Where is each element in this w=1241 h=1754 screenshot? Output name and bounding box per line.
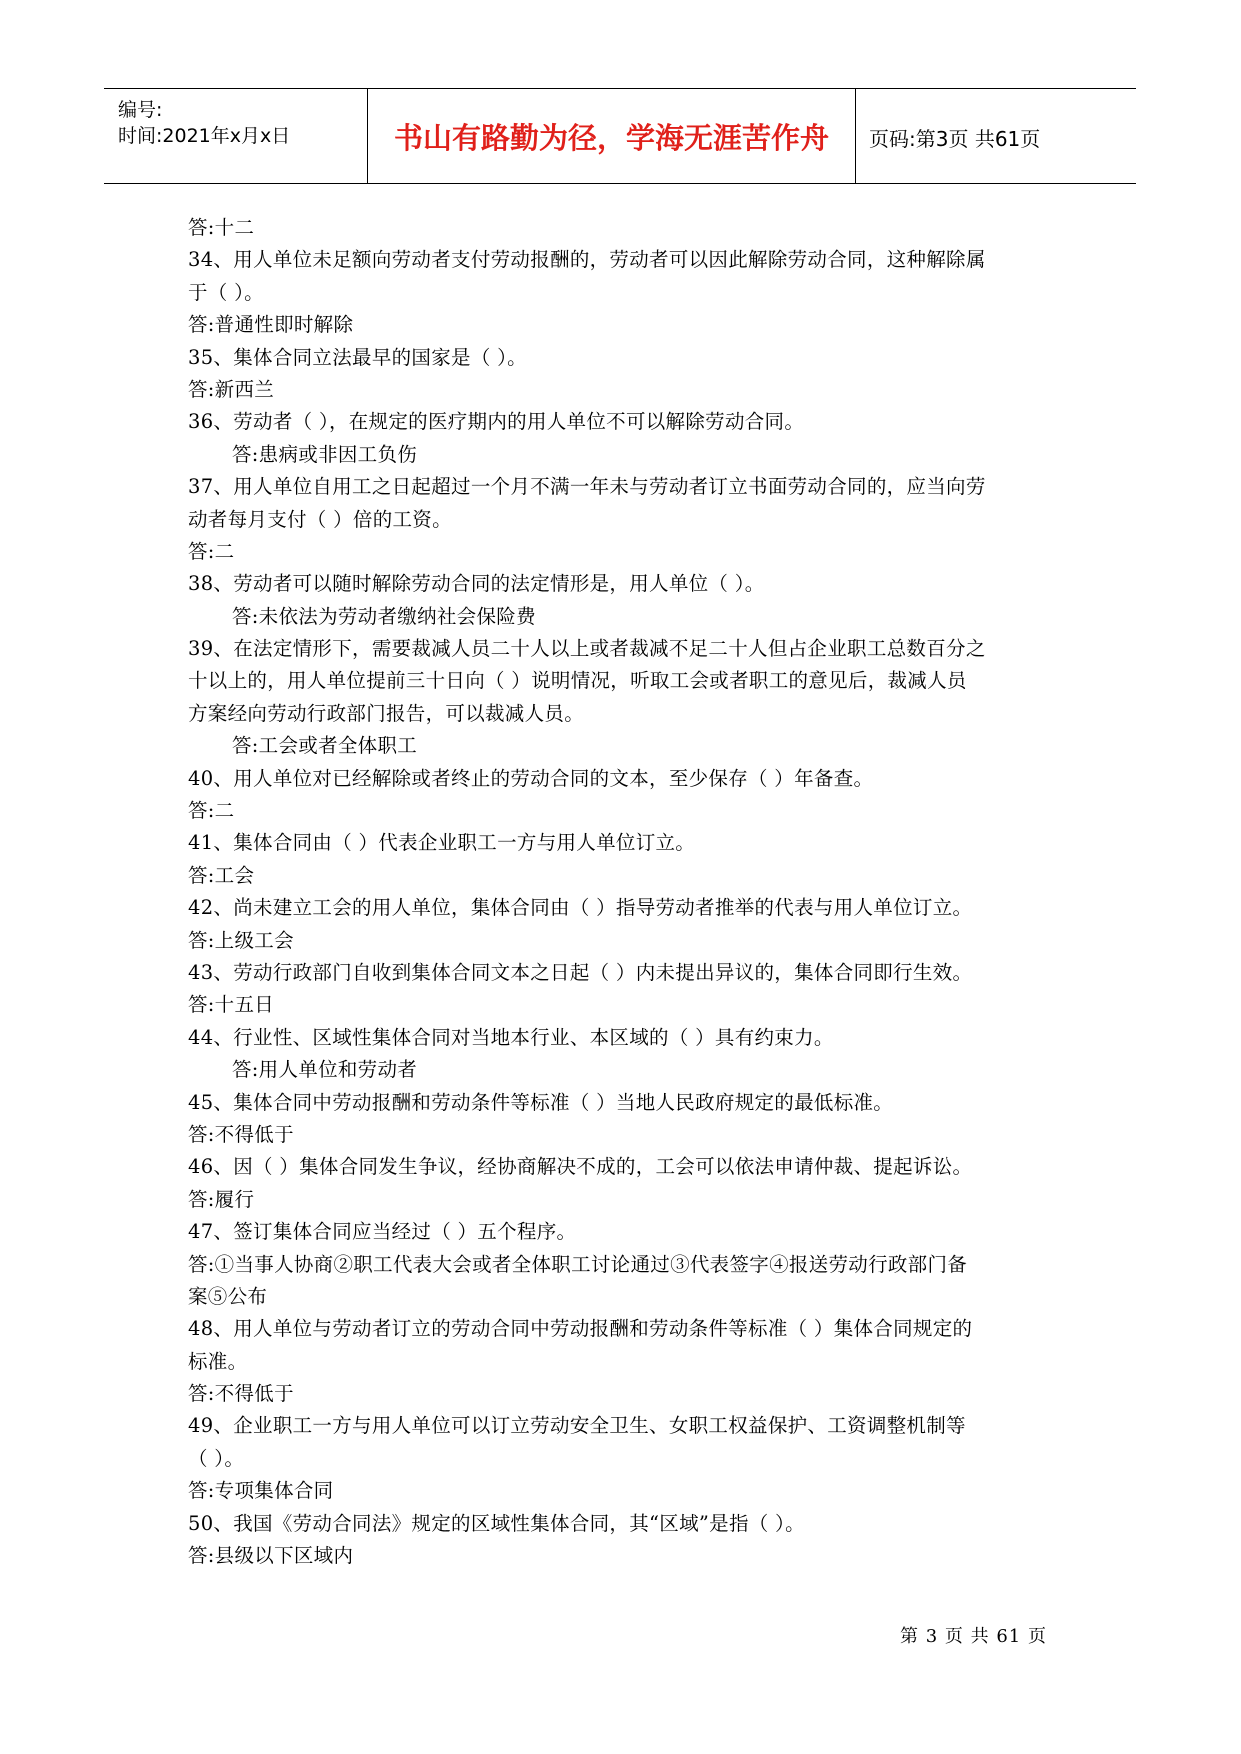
text-line: 答:县级以下区域内 [188,1544,354,1568]
text-line: 50、我国《劳动合同法》规定的区域性集体合同，其“区域”是指（ ）。 [188,1511,805,1535]
text-line: 44、行业性、区域性集体合同对当地本行业、本区域的（ ）具有约束力。 [188,1025,834,1049]
text-line: 37、用人单位自用工之日起超过一个月不满一年未与劳动者订立书面劳动合同的，应当向劳 [188,475,986,499]
header-motto-cell [367,89,856,183]
text-line: 答:患病或非因工负伤 [232,442,418,466]
header-left-cell [104,89,367,183]
text-line: 49、企业职工一方与用人单位可以订立劳动安全卫生、女职工权益保护、工资调整机制等 [188,1414,966,1438]
text-line: 答:不得低于 [188,1122,294,1146]
text-line: 方案经向劳动行政部门报告，可以裁减人员。 [188,701,585,725]
text-line: 45、集体合同中劳动报酬和劳动条件等标准（ ）当地人民政府规定的最低标准。 [188,1090,894,1114]
text-line: 动者每月支付（ ）倍的工资。 [188,507,452,531]
text-line: 答:专项集体合同 [188,1479,334,1503]
text-line: 41、集体合同由（ ）代表企业职工一方与用人单位订立。 [188,831,696,855]
document-time-label: 时间:2021年x月x日 [118,125,291,147]
text-line: 答:工会或者全体职工 [232,734,418,758]
text-line: 39、在法定情形下，需要裁减人员二十人以上或者裁减不足二十人但占企业职工总数百分之 [188,637,986,661]
text-line: 答:上级工会 [188,928,294,952]
text-line: 答:新西兰 [188,377,275,401]
document-body [188,212,1058,1572]
text-line: 43、劳动行政部门自收到集体合同文本之日起（ ）内未提出异议的，集体合同即行生效。 [188,960,973,984]
text-line: 案⑤公布 [188,1284,268,1308]
text-line: 答:十五日 [188,993,275,1017]
text-line: 答:不得低于 [188,1382,294,1406]
text-line: 答:履行 [188,1187,255,1211]
document-number-label: 编号: [118,99,163,121]
header-motto: 书山有路勤为径，学海无涯苦作舟 [393,121,829,155]
text-line: 答:二 [188,799,235,823]
text-line: 答:工会 [188,863,255,887]
header-page-code: 页码:第3页 共61页 [869,127,1041,151]
text-line: （ ）。 [188,1446,245,1470]
text-line: 34、用人单位未足额向劳动者支付劳动报酬的，劳动者可以因此解除劳动合同，这种解除属 [188,248,986,272]
text-line: 46、因（ ）集体合同发生争议，经协商解决不成的，工会可以依法申请仲裁、提起诉讼。 [188,1155,973,1179]
text-line: 36、劳动者（ ），在规定的医疗期内的用人单位不可以解除劳动合同。 [188,410,805,434]
text-line: 答:普通性即时解除 [188,313,354,337]
text-line: 48、用人单位与劳动者订立的劳动合同中劳动报酬和劳动条件等标准（ ）集体合同规定的 [188,1317,973,1341]
text-line: 答:用人单位和劳动者 [232,1058,418,1082]
text-line: 十以上的，用人单位提前三十日向（ ）说明情况，听取工会或者职工的意见后，裁减人员 [188,669,967,693]
text-line: 42、尚未建立工会的用人单位，集体合同由（ ）指导劳动者推举的代表与用人单位订立。 [188,896,973,920]
text-line: 答:①当事人协商②职工代表大会或者全体职工讨论通过③代表签字④报送劳动行政部门备 [188,1252,968,1276]
text-line: 答:未依法为劳动者缴纳社会保险费 [232,604,536,628]
text-line: 38、劳动者可以随时解除劳动合同的法定情形是，用人单位（ ）。 [188,572,765,596]
page-footer-number: 第 3 页 共 61 页 [900,1626,1047,1647]
text-line: 35、集体合同立法最早的国家是（ ）。 [188,345,527,369]
text-line: 标准。 [188,1349,248,1373]
page-header [104,88,1136,184]
text-line: 答:十二 [188,216,255,239]
text-line: 47、签订集体合同应当经过（ ）五个程序。 [188,1220,577,1244]
header-page-code-cell [855,89,1136,183]
text-line: 40、用人单位对已经解除或者终止的劳动合同的文本，至少保存（ ）年备查。 [188,766,874,790]
text-line: 答:二 [188,539,235,563]
text-line: 于（ ）。 [188,280,264,304]
